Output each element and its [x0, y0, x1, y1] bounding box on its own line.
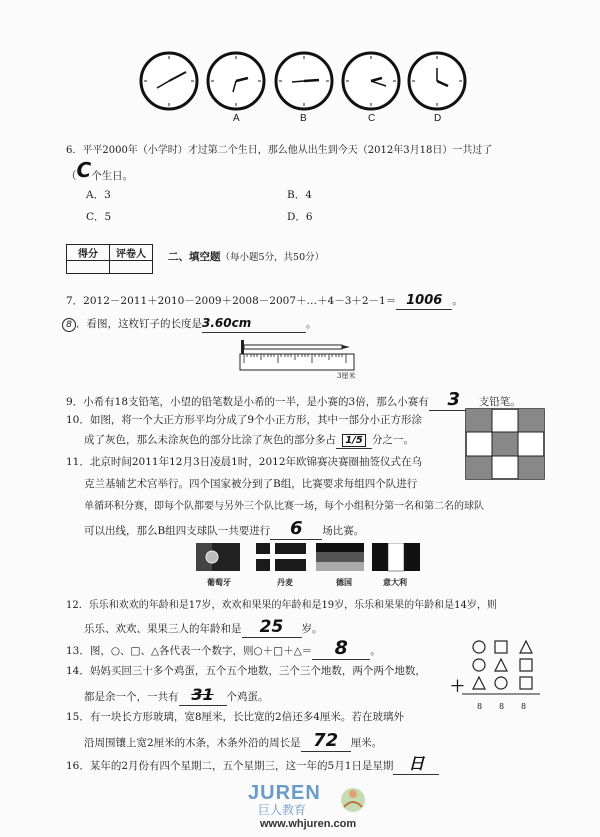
q9-end: 支铅笔。	[478, 396, 521, 408]
q7-answer: 1006	[406, 293, 443, 308]
q10-line2	[84, 433, 414, 449]
q11-line2: 克兰基辅艺术宫举行。四个国家被分到了B组，比赛要求每组四个队进行	[84, 478, 418, 490]
q6-answer-line	[66, 158, 134, 184]
score-label: 得分	[67, 245, 110, 261]
q11-line1: 11．北京时间2011年12月3日凌晨1时，2012年欧锦赛决赛圈抽签仪式在乌	[66, 456, 423, 468]
q6-after: 个生日。	[91, 170, 134, 182]
clock-b	[276, 53, 332, 109]
q7-end: 。	[452, 295, 463, 307]
juren-watermark	[248, 782, 321, 818]
section2-header	[168, 250, 324, 265]
q15-answer: 72	[313, 730, 339, 751]
grid-square-figure	[465, 408, 545, 480]
q7-text: 7．2012－2011＋2010－2009＋2008－2007＋…＋4－3＋2－1＝	[66, 295, 397, 307]
q16	[66, 756, 439, 775]
clock-label-d: D	[434, 113, 442, 124]
flag-label-denmark: 丹麦	[277, 577, 293, 587]
clock-label-c: C	[368, 113, 376, 124]
sum-digit-1: 8	[477, 702, 483, 711]
grader-label: 评卷人	[110, 245, 153, 261]
q7	[66, 293, 463, 310]
sum-digit-3: 8	[521, 702, 527, 711]
clock-a	[208, 53, 264, 109]
clock-label-b: B	[300, 113, 307, 124]
section2-note: （每小题5分，共50分）	[220, 252, 325, 263]
q13-text: 13．图，○、□、△各代表一个数字，则○＋□＋△＝	[66, 645, 313, 657]
q14-line2	[84, 687, 269, 706]
q15-text: 沿周围镶上宽2厘米的木条，木条外沿的周长是	[84, 737, 301, 749]
q6-answer: C	[76, 158, 92, 182]
q13-answer: 8	[334, 637, 348, 659]
q14-line1: 14．妈妈买回三十多个鸡蛋，五个五个地数，三个三个地数，两个两个地数，	[66, 665, 426, 677]
flag-label-portugal: 葡萄牙	[207, 577, 231, 587]
flag-denmark	[256, 543, 306, 571]
watermark-url: www.whjuren.com	[260, 818, 357, 830]
q6-option-c: C．5	[86, 211, 112, 223]
q10-end: 分之一。	[372, 434, 414, 446]
plus-sign: ＋	[450, 677, 466, 695]
q9-text: 9．小希有18支铅笔，小望的铅笔数是小希的一半，是小赛的3倍，那么小赛有	[66, 396, 429, 408]
flag-germany	[316, 543, 364, 571]
q13-end: 。	[370, 645, 381, 657]
q16-text: 16．某年的2月份有四个星期二，五个星期三，这一年的5月1日是星期	[66, 760, 394, 772]
clock-c	[343, 53, 399, 109]
q14-answer: 31	[191, 685, 214, 704]
q10-answer: 1/5	[342, 434, 366, 447]
clock-d	[409, 53, 465, 109]
q16-answer: 日	[408, 754, 425, 773]
q8-end: 。	[306, 318, 317, 330]
q14-text: 都是余一个，一共有	[84, 691, 179, 703]
q10-line1: 10．如图，将一个大正方形平均分成了9个小正方形，其中一部分小正方形涂	[66, 414, 423, 426]
q8	[62, 316, 317, 333]
q6-option-d: D．6	[287, 211, 313, 223]
section2-title: 二、填空题	[168, 251, 221, 263]
q15-end: 厘米。	[350, 737, 383, 749]
watermark-cn: 巨人教育	[258, 803, 307, 817]
shapes-addition-figure	[462, 638, 542, 700]
ruler-unit-label: 3厘米	[337, 372, 356, 380]
q12-end: 岁。	[301, 623, 323, 635]
q11-line4	[84, 518, 365, 540]
sum-digit-2: 8	[499, 702, 505, 711]
q8-text: ．看图，这枚钉子的长度是	[76, 318, 202, 330]
q6-text: 6．平平2000年（小学时）才过第二个生日，那么他从出生到今天（2012年3月18日）一共过了	[66, 145, 493, 156]
q6-paren: （	[66, 170, 77, 182]
grader-cell	[110, 261, 153, 274]
clock-label-a: A	[233, 113, 240, 124]
watermark-brand: JUREN	[248, 782, 321, 804]
q14-end: 个鸡蛋。	[226, 691, 269, 703]
score-cell	[67, 261, 110, 274]
q12-answer: 25	[259, 617, 284, 637]
q10-text: 成了灰色，那么未涂灰色的部分比涂了灰色的部分多占	[84, 434, 336, 446]
q15-line2	[84, 730, 383, 752]
flag-italy	[372, 543, 420, 571]
q6-option-a: A．3	[86, 189, 111, 201]
q13	[66, 637, 381, 660]
q6-option-b: B．4	[287, 189, 312, 201]
q12-line1: 12．乐乐和欢欢的年龄和是17岁，欢欢和果果的年龄和是19岁，乐乐和果果的年龄和是14岁，则	[66, 600, 497, 611]
q11-answer: 6	[289, 518, 303, 539]
q8-answer: 3.60cm	[202, 316, 252, 330]
juren-logo-icon	[336, 785, 370, 815]
flag-portugal	[196, 543, 240, 571]
q11-line3: 单循环积分赛，即每个队都要与另外三个队比赛一场，每个小组积分第一名和第二名的球队	[84, 501, 484, 512]
q9-answer: 3	[447, 389, 460, 410]
score-table	[66, 244, 153, 274]
flags-figure	[196, 543, 436, 575]
q12-text: 乐乐、欢欢、果果三人的年龄和是	[84, 623, 242, 635]
q9	[66, 389, 521, 411]
q11-end: 场比赛。	[322, 525, 365, 537]
clocks-figure	[138, 48, 468, 120]
q12-line2	[84, 617, 323, 638]
q11-text: 可以出线，那么B组四支球队一共要进行	[84, 525, 271, 537]
clock-1	[141, 53, 197, 109]
q15-line1: 15．有一块长方形玻璃，宽8厘米，长比宽的2倍还多4厘米。若在玻璃外	[66, 711, 404, 723]
flag-label-italy: 意大利	[383, 577, 407, 587]
q8-number: 8	[62, 318, 76, 332]
flag-label-germany: 德国	[336, 577, 352, 587]
